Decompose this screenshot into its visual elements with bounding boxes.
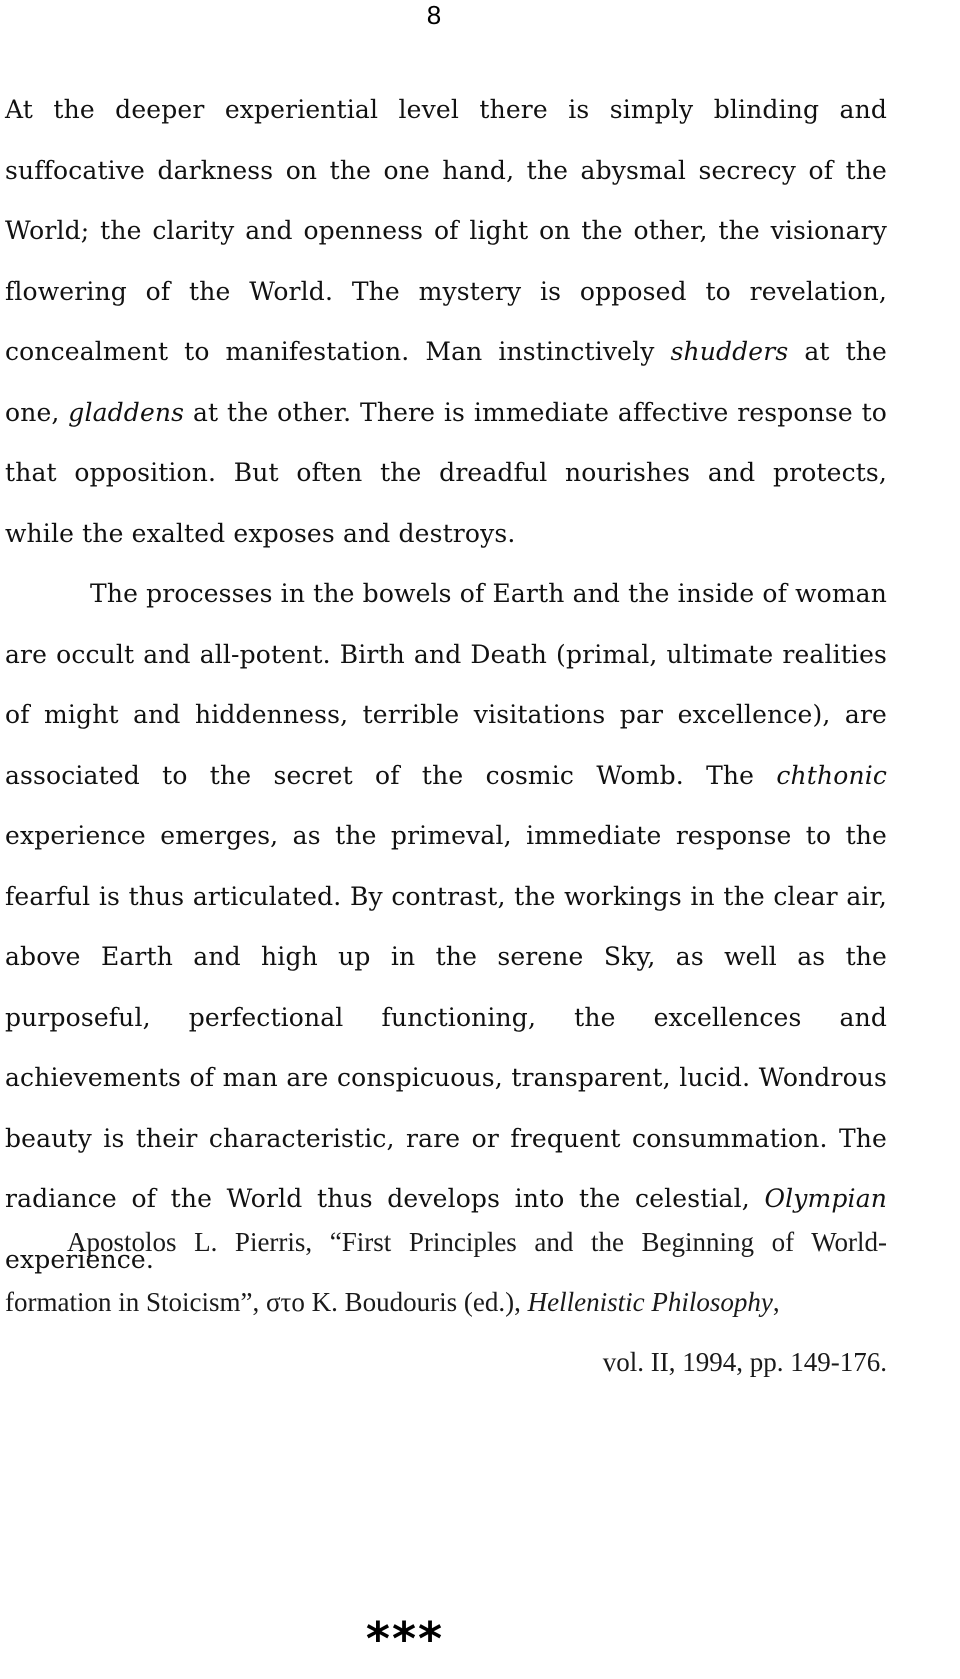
paragraph-1-emphasis-gladdens: gladdens (68, 397, 185, 427)
citation-book-title: Hellenistic Philosophy (527, 1287, 773, 1317)
paragraph-2-text-a: The processes in the bowels of Earth and the inside of woman are occult and all-potent. Birth and Death (primal, ultimate realities of might and hiddenness, terrible visitations par excellence), are associated to the secret of the cosmic Womb. The (5, 579, 887, 790)
essay-body (5, 80, 887, 1290)
paragraph-1-text-a: At the deeper experiential level there is simply blinding and suffocative darkness on the one hand, the abysmal secrecy of the World; the clarity and openness of light on the other, the visionary flowering of the World. The mystery is opposed to revelation, concealment to manifestation. Man instinctively (5, 95, 887, 366)
citation-reference (5, 1212, 887, 1332)
citation-text-a: Apostolos L. Pierris, “First Principles and the Beginning of World-formation in Stoicism”, στο K. Boudouris (ed.), (5, 1227, 887, 1317)
paragraph-1-text-b: at the one, (5, 337, 887, 427)
paragraph-2-text-c: experience. (5, 1244, 154, 1274)
citation (5, 1212, 887, 1392)
paragraph-1 (5, 80, 887, 564)
section-separator: *** (365, 1612, 445, 1666)
citation-volume-pages: vol. II, 1994, pp. 149-176. (602, 1347, 887, 1377)
citation-text-b: , (772, 1287, 780, 1317)
paragraph-1-emphasis-shudders: shudders (670, 337, 789, 366)
page-number: 8 (426, 0, 442, 30)
paragraph-1-text-c: at the other. There is immediate affective response to that opposition. But often the dreadful nourishes and protects, while the exalted exposes and destroys. (5, 397, 887, 548)
paragraph-2-emphasis-olympian: Olympian (764, 1184, 887, 1213)
paragraph-2 (5, 564, 887, 1290)
paragraph-2-text-b: experience emerges, as the primeval, immediate response to the fearful is thus articulated. By contrast, the workings in the clear air, above Earth and high up in the serene Sky, as well as the purposeful, perfectional functioning, the excellences and achievements of man are conspicuous, transparent, lucid. Wondrous beauty is their characteristic, rare or frequent consummation. The radiance of the World thus develops into the celestial, (5, 821, 887, 1213)
paragraph-2-emphasis-chthonic: chthonic (776, 760, 887, 790)
